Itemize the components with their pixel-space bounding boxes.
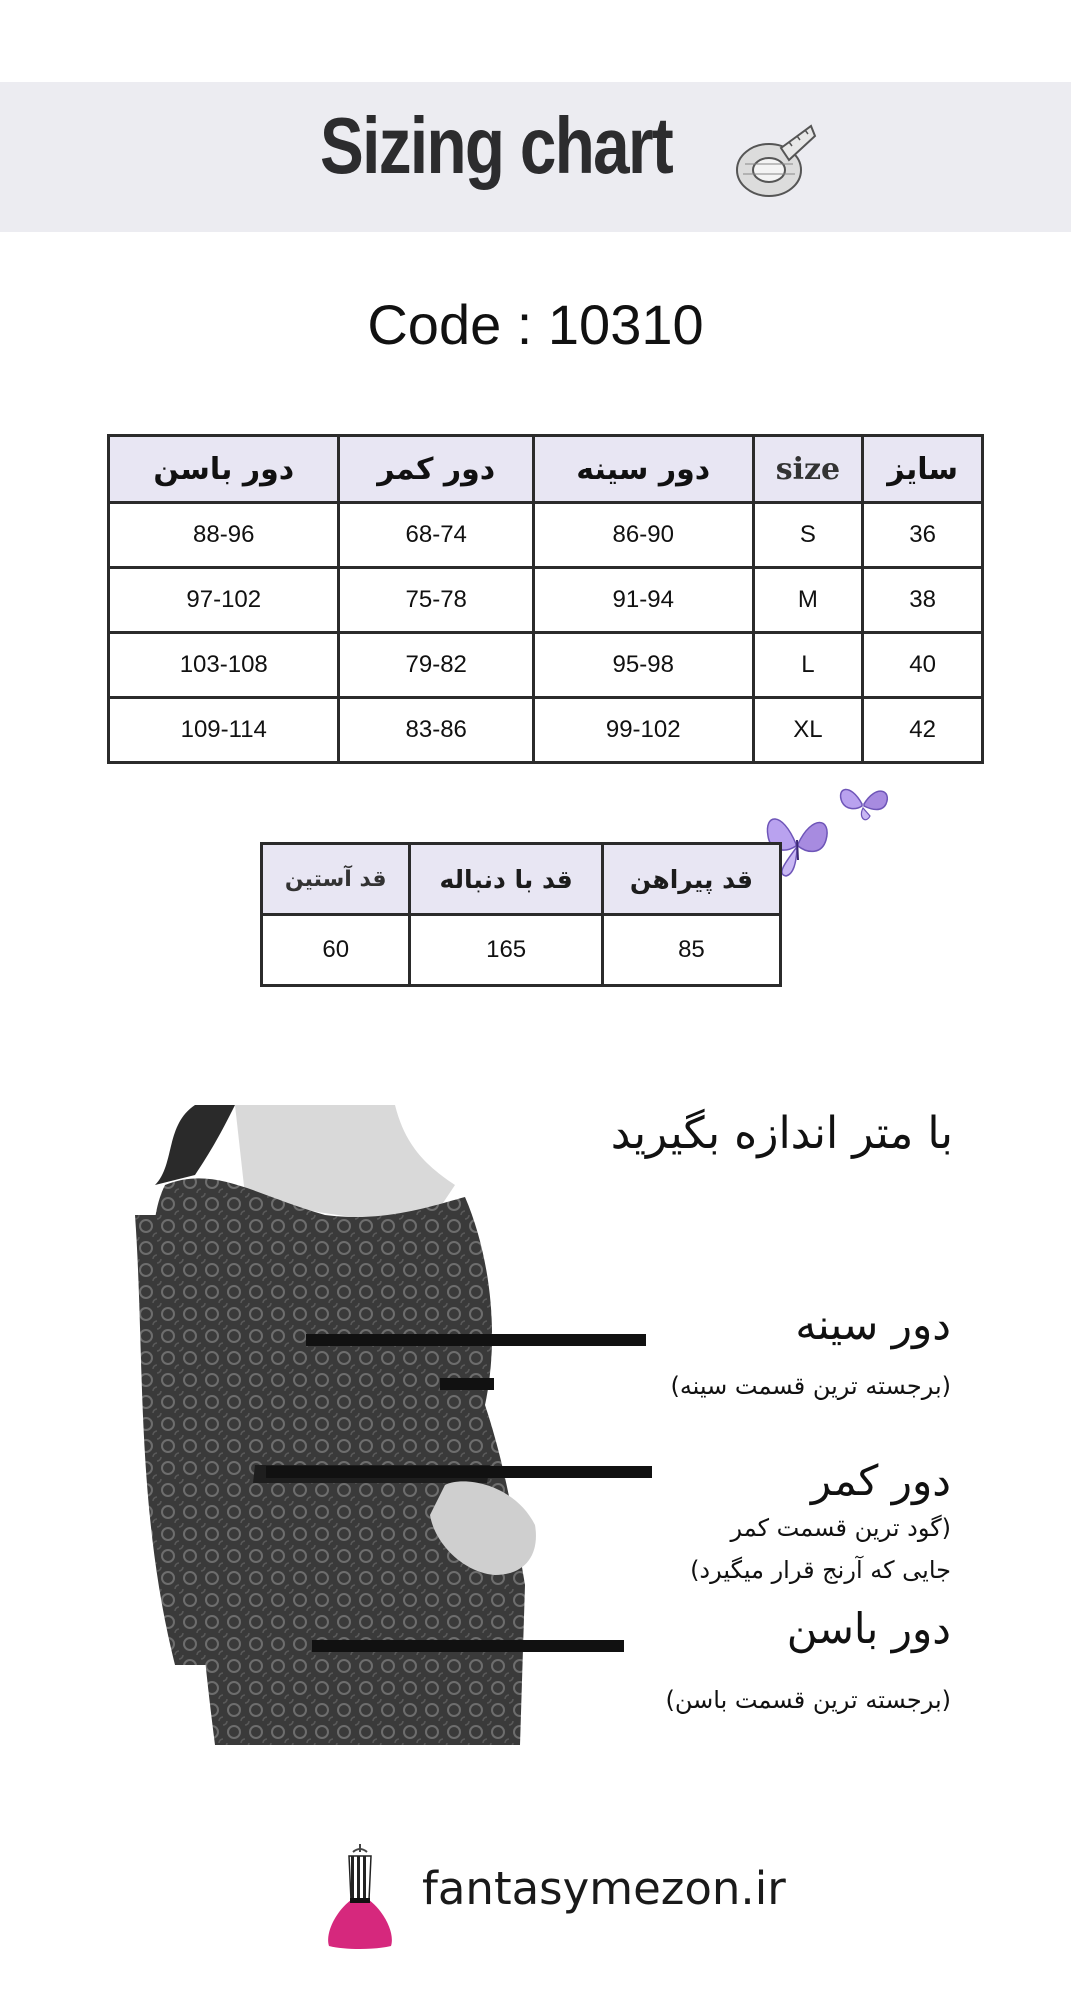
cell-sleeve-length: 60 — [262, 915, 410, 986]
cell-size-number: 42 — [863, 698, 983, 763]
cell-chest: 95-98 — [533, 633, 753, 698]
header-sleeve-length: قد آستین — [262, 844, 410, 915]
dress-logo-icon — [325, 1842, 395, 1950]
cell-size-letter: S — [753, 503, 863, 568]
table-row — [109, 633, 983, 698]
cell-size-letter: M — [753, 568, 863, 633]
header-train-length: قد با دنباله — [410, 844, 602, 915]
header-waist: دور کمر — [339, 436, 533, 503]
chest-measure-line — [440, 1378, 494, 1390]
length-table — [260, 842, 782, 987]
product-code: Code : 10310 — [367, 293, 704, 356]
header-size: سایز — [863, 436, 983, 503]
header-chest: دور سینه — [533, 436, 753, 503]
hip-measure-line — [312, 1640, 624, 1652]
hip-note: (برجسته ترین قسمت باسن) — [665, 1686, 951, 1714]
cell-chest: 99-102 — [533, 698, 753, 763]
chest-measure-line — [306, 1334, 646, 1346]
waist-note-line1: (گود ترین قسمت کمر — [730, 1514, 951, 1542]
cell-size-letter: XL — [753, 698, 863, 763]
cell-size-number: 36 — [863, 503, 983, 568]
cell-hip: 88-96 — [109, 503, 339, 568]
butterfly-icon — [836, 778, 894, 828]
waist-label: دور کمر — [810, 1456, 951, 1505]
header-size-latin: size — [753, 436, 863, 503]
table-row — [109, 503, 983, 568]
size-table — [107, 434, 984, 764]
table-row — [109, 568, 983, 633]
header-dress-length: قد پیراهن — [602, 844, 780, 915]
cell-waist: 79-82 — [339, 633, 533, 698]
cell-size-letter: L — [753, 633, 863, 698]
cell-waist: 83-86 — [339, 698, 533, 763]
table-row — [109, 698, 983, 763]
cell-train-length: 165 — [410, 915, 602, 986]
length-table-header — [262, 844, 781, 915]
cell-hip: 97-102 — [109, 568, 339, 633]
page-title: Sizing chart — [320, 101, 673, 190]
hip-label: دور باسن — [786, 1604, 951, 1653]
cell-hip: 103-108 — [109, 633, 339, 698]
chest-note: (برجسته ترین قسمت سینه) — [670, 1372, 951, 1400]
measuring-tape-icon — [725, 120, 817, 204]
cell-hip: 109-114 — [109, 698, 339, 763]
measure-heading: با متر اندازه بگیرید — [610, 1108, 953, 1159]
size-table-header — [109, 436, 983, 503]
waist-measure-line — [266, 1466, 652, 1478]
header-hip: دور باسن — [109, 436, 339, 503]
cell-chest: 86-90 — [533, 503, 753, 568]
website-url[interactable]: fantasymezon.ir — [422, 1862, 786, 1915]
cell-size-number: 38 — [863, 568, 983, 633]
cell-chest: 91-94 — [533, 568, 753, 633]
waist-note-line2: جایی که آرنج قرار میگیرد) — [690, 1556, 951, 1584]
cell-size-number: 40 — [863, 633, 983, 698]
cell-waist: 75-78 — [339, 568, 533, 633]
cell-dress-length: 85 — [602, 915, 780, 986]
table-row — [262, 915, 781, 986]
chest-label: دور سینه — [795, 1300, 951, 1349]
cell-waist: 68-74 — [339, 503, 533, 568]
